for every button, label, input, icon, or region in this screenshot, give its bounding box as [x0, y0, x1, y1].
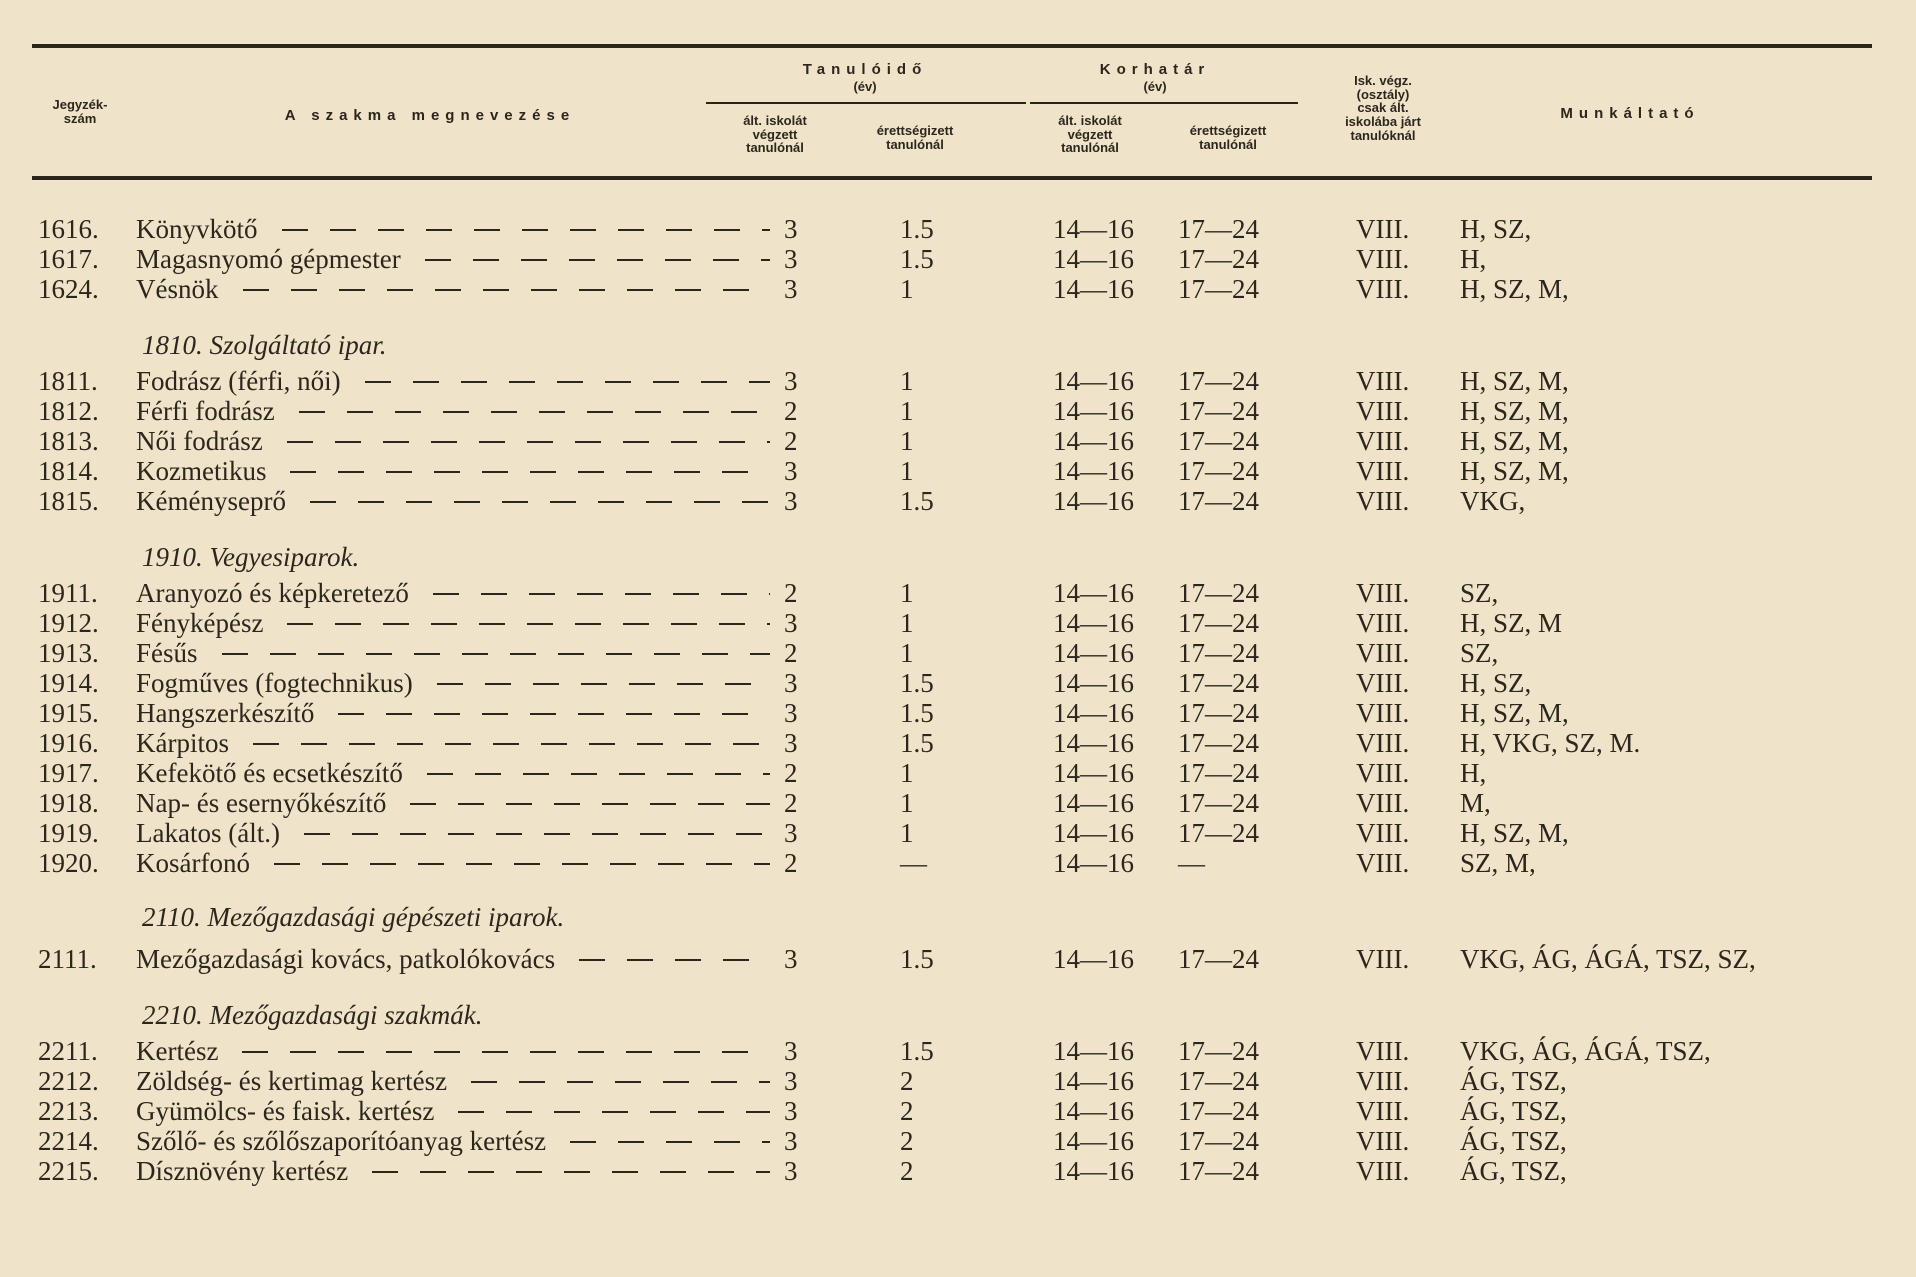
korhatar-alt: 14—16: [1053, 608, 1134, 638]
leader-dashes: [282, 229, 771, 231]
munkaltato: H,: [1460, 758, 1487, 788]
row-number: 1914.: [38, 668, 99, 698]
header-alt-iskolat-2: ált. iskolát végzett tanulónál: [1058, 113, 1122, 156]
munkaltato: ÁG, TSZ,: [1460, 1126, 1567, 1156]
table-row: [0, 818, 1916, 848]
isk-vegz: VIII.: [1356, 426, 1410, 456]
table-row: [0, 1096, 1916, 1126]
row-number: 1918.: [38, 788, 99, 818]
munkaltato: M,: [1460, 788, 1491, 818]
korhatar-erettsegi: 17—24: [1178, 788, 1259, 818]
row-name: Férfi fodrász: [136, 396, 275, 426]
isk-vegz: VIII.: [1356, 728, 1410, 758]
row-name: Fésűs: [136, 638, 198, 668]
row-number: 2215.: [38, 1156, 99, 1186]
tanuloido-erettsegi: 1: [900, 426, 914, 456]
table-row: [0, 698, 1916, 728]
header-jegyzek: Jegyzék- szám: [52, 97, 108, 126]
row-number: 1916.: [38, 728, 99, 758]
row-number: 1616.: [38, 214, 99, 244]
table-row: [0, 944, 1916, 974]
korhatar-alt: 14—16: [1053, 638, 1134, 668]
korhatar-erettsegi: 17—24: [1178, 426, 1259, 456]
korhatar-alt: 14—16: [1053, 698, 1134, 728]
tanuloido-alt: 3: [784, 1126, 798, 1156]
munkaltato: H, SZ, M,: [1460, 426, 1569, 456]
table-row: [0, 1156, 1916, 1186]
leader-dashes: [471, 1081, 770, 1083]
row-name: Kozmetikus: [136, 456, 267, 486]
row-number: 1915.: [38, 698, 99, 728]
munkaltato: ÁG, TSZ,: [1460, 1066, 1567, 1096]
korhatar-erettsegi: 17—24: [1178, 456, 1259, 486]
isk-vegz: VIII.: [1356, 698, 1410, 728]
tanuloido-alt: 3: [784, 1066, 798, 1096]
header-isk-vegz: Isk. végz. (osztály) csak ált. iskolába járt tanulóknál: [1345, 73, 1421, 143]
isk-vegz: VIII.: [1356, 456, 1410, 486]
row-name: Kertész: [136, 1036, 219, 1066]
korhatar-erettsegi: 17—24: [1178, 728, 1259, 758]
row-name: Fodrász (férfi, női): [136, 366, 341, 396]
munkaltato: VKG, ÁG, ÁGÁ, TSZ,: [1460, 1036, 1711, 1066]
row-name: Lakatos (ált.): [136, 818, 280, 848]
korhatar-erettsegi: —: [1178, 848, 1205, 878]
row-number: 2214.: [38, 1126, 99, 1156]
tanuloido-erettsegi: 1: [900, 274, 914, 304]
leader-dashes: [427, 773, 770, 775]
row-name: Dísznövény kertész: [136, 1156, 349, 1186]
munkaltato: SZ,: [1460, 578, 1499, 608]
korhatar-erettsegi: 17—24: [1178, 396, 1259, 426]
korhatar-erettsegi: 17—24: [1178, 578, 1259, 608]
row-name: Könyvkötő: [136, 214, 258, 244]
korhatar-alt: 14—16: [1053, 214, 1134, 244]
munkaltato: VKG,: [1460, 486, 1526, 516]
row-number: 2111.: [38, 944, 97, 974]
tanuloido-erettsegi: 1: [900, 608, 914, 638]
tanuloido-alt: 3: [784, 486, 798, 516]
table-row: [0, 396, 1916, 426]
korhatar-alt: 14—16: [1053, 848, 1134, 878]
munkaltato: H, SZ, M,: [1460, 274, 1569, 304]
isk-vegz: VIII.: [1356, 578, 1410, 608]
isk-vegz: VIII.: [1356, 608, 1410, 638]
tanuloido-erettsegi: 1.5: [900, 244, 934, 274]
isk-vegz: VIII.: [1356, 1156, 1410, 1186]
row-name: Aranyozó és képkeretező: [136, 578, 409, 608]
table-row: [0, 456, 1916, 486]
tanuloido-alt: 3: [784, 366, 798, 396]
leader-dashes: [287, 441, 770, 443]
korhatar-alt: 14—16: [1053, 578, 1134, 608]
row-name: Nap- és esernyőkészítő: [136, 788, 387, 818]
row-number: 1811.: [38, 366, 98, 396]
korhatar-alt: 14—16: [1053, 944, 1134, 974]
tanuloido-erettsegi: 1.5: [900, 1036, 934, 1066]
tanuloido-erettsegi: 2: [900, 1096, 914, 1126]
isk-vegz: VIII.: [1356, 486, 1410, 516]
isk-vegz: VIII.: [1356, 758, 1410, 788]
row-number: 1815.: [38, 486, 99, 516]
table-row: [0, 1066, 1916, 1096]
isk-vegz: VIII.: [1356, 244, 1410, 274]
isk-vegz: VIII.: [1356, 366, 1410, 396]
tanuloido-erettsegi: 1: [900, 396, 914, 426]
korhatar-alt: 14—16: [1053, 1126, 1134, 1156]
header-tanuloido: Tanulóidő: [802, 61, 928, 78]
row-number: 1814.: [38, 456, 99, 486]
korhatar-erettsegi: 17—24: [1178, 818, 1259, 848]
table-row: [0, 214, 1916, 244]
row-name: Kéményseprő: [136, 486, 286, 516]
korhatar-alt: 14—16: [1053, 788, 1134, 818]
table-row: [0, 1126, 1916, 1156]
isk-vegz: VIII.: [1356, 214, 1410, 244]
tanuloido-erettsegi: 1: [900, 366, 914, 396]
munkaltato: H, SZ,: [1460, 214, 1532, 244]
korhatar-erettsegi: 17—24: [1178, 1126, 1259, 1156]
tanuloido-erettsegi: 1: [900, 456, 914, 486]
isk-vegz: VIII.: [1356, 1036, 1410, 1066]
leader-dashes: [310, 501, 770, 503]
munkaltato: H, SZ, M,: [1460, 396, 1569, 426]
row-number: 1919.: [38, 818, 99, 848]
row-number: 2211.: [38, 1036, 98, 1066]
row-name: Vésnök: [136, 274, 219, 304]
korhatar-alt: 14—16: [1053, 456, 1134, 486]
table-row: [0, 788, 1916, 818]
row-number: 1813.: [38, 426, 99, 456]
korhatar-erettsegi: 17—24: [1178, 668, 1259, 698]
leader-dashes: [433, 593, 770, 595]
leader-dashes: [299, 411, 770, 413]
leader-dashes: [253, 743, 770, 745]
korhatar-erettsegi: 17—24: [1178, 698, 1259, 728]
tanuloido-erettsegi: 1: [900, 758, 914, 788]
tanuloido-alt: 3: [784, 728, 798, 758]
leader-dashes: [458, 1111, 770, 1113]
row-number: 1913.: [38, 638, 99, 668]
tanuloido-erettsegi: 2: [900, 1156, 914, 1186]
korhatar-erettsegi: 17—24: [1178, 944, 1259, 974]
header-korhatar: Korhatár: [1099, 61, 1211, 78]
leader-dashes: [222, 653, 770, 655]
korhatar-alt: 14—16: [1053, 818, 1134, 848]
korhatar-alt: 14—16: [1053, 274, 1134, 304]
korhatar-alt: 14—16: [1053, 728, 1134, 758]
munkaltato: H, SZ, M,: [1460, 366, 1569, 396]
table-row: [0, 486, 1916, 516]
isk-vegz: VIII.: [1356, 274, 1410, 304]
munkaltato: ÁG, TSZ,: [1460, 1096, 1567, 1126]
munkaltato: H, SZ, M,: [1460, 456, 1569, 486]
row-name: Kárpitos: [136, 728, 229, 758]
korhatar-erettsegi: 17—24: [1178, 244, 1259, 274]
tanuloido-erettsegi: 1.5: [900, 486, 934, 516]
korhatar-alt: 14—16: [1053, 1096, 1134, 1126]
tanuloido-alt: 2: [784, 638, 798, 668]
korhatar-alt: 14—16: [1053, 1066, 1134, 1096]
tanuloido-alt: 3: [784, 274, 798, 304]
tanuloido-alt: 3: [784, 1156, 798, 1186]
munkaltato: H, SZ, M,: [1460, 818, 1569, 848]
row-number: 1617.: [38, 244, 99, 274]
leader-dashes: [287, 623, 770, 625]
table-row: [0, 728, 1916, 758]
tanuloido-erettsegi: 1.5: [900, 728, 934, 758]
row-number: 2212.: [38, 1066, 99, 1096]
korhatar-alt: 14—16: [1053, 668, 1134, 698]
korhatar-alt: 14—16: [1053, 396, 1134, 426]
tanuloido-underline: [706, 102, 1026, 104]
korhatar-erettsegi: 17—24: [1178, 1096, 1259, 1126]
leader-dashes: [372, 1171, 770, 1173]
row-name: Hangszerkészítő: [136, 698, 315, 728]
row-number: 2213.: [38, 1096, 99, 1126]
isk-vegz: VIII.: [1356, 396, 1410, 426]
table-row: [0, 608, 1916, 638]
top-rule: [32, 44, 1872, 48]
row-name: Gyümölcs- és faisk. kertész: [136, 1096, 435, 1126]
section-heading: 2210. Mezőgazdasági szakmák.: [142, 1000, 483, 1030]
tanuloido-alt: 3: [784, 698, 798, 728]
isk-vegz: VIII.: [1356, 944, 1410, 974]
korhatar-erettsegi: 17—24: [1178, 1156, 1259, 1186]
leader-dashes: [290, 471, 770, 473]
korhatar-alt: 14—16: [1053, 486, 1134, 516]
row-number: 1912.: [38, 608, 99, 638]
tanuloido-erettsegi: 2: [900, 1066, 914, 1096]
korhatar-erettsegi: 17—24: [1178, 638, 1259, 668]
tanuloido-erettsegi: 1: [900, 578, 914, 608]
tanuloido-erettsegi: 1: [900, 638, 914, 668]
row-name: Zöldség- és kertimag kertész: [136, 1066, 448, 1096]
row-number: 1920.: [38, 848, 99, 878]
leader-dashes: [425, 259, 770, 261]
row-number: 1624.: [38, 274, 99, 304]
isk-vegz: VIII.: [1356, 1096, 1410, 1126]
row-number: 1917.: [38, 758, 99, 788]
isk-vegz: VIII.: [1356, 818, 1410, 848]
munkaltato: H, VKG, SZ, M.: [1460, 728, 1641, 758]
munkaltato: SZ,: [1460, 638, 1499, 668]
munkaltato: ÁG, TSZ,: [1460, 1156, 1567, 1186]
korhatar-erettsegi: 17—24: [1178, 274, 1259, 304]
leader-dashes: [365, 381, 770, 383]
row-name: Szőlő- és szőlőszaporítóanyag kertész: [136, 1126, 547, 1156]
table-row: [0, 758, 1916, 788]
row-number: 1812.: [38, 396, 99, 426]
munkaltato: SZ, M,: [1460, 848, 1536, 878]
leader-dashes: [579, 959, 770, 961]
tanuloido-erettsegi: 1: [900, 788, 914, 818]
tanuloido-erettsegi: 1.5: [900, 668, 934, 698]
header-erettsegizett-1: érettségizett tanulónál: [876, 123, 954, 152]
table-row: [0, 274, 1916, 304]
header-erettsegizett-2: érettségizett tanulónál: [1189, 123, 1267, 152]
table-row: [0, 668, 1916, 698]
table-row: [0, 1036, 1916, 1066]
korhatar-erettsegi: 17—24: [1178, 608, 1259, 638]
isk-vegz: VIII.: [1356, 638, 1410, 668]
leader-dashes: [242, 1051, 770, 1053]
tanuloido-erettsegi: 2: [900, 1126, 914, 1156]
leader-dashes: [274, 863, 770, 865]
leader-dashes: [410, 803, 770, 805]
korhatar-alt: 14—16: [1053, 1156, 1134, 1186]
isk-vegz: VIII.: [1356, 668, 1410, 698]
section-heading: 2110. Mezőgazdasági gépészeti iparok.: [142, 902, 565, 932]
row-name: Kefekötő és ecsetkészítő: [136, 758, 403, 788]
row-name: Fogműves (fogtechnikus): [136, 668, 413, 698]
row-number: 1911.: [38, 578, 98, 608]
tanuloido-alt: 3: [784, 668, 798, 698]
leader-dashes: [243, 289, 771, 291]
tanuloido-alt: 2: [784, 396, 798, 426]
korhatar-alt: 14—16: [1053, 1036, 1134, 1066]
tanuloido-alt: 2: [784, 578, 798, 608]
munkaltato: H, SZ,: [1460, 668, 1532, 698]
header-bottom-rule: [32, 176, 1872, 180]
row-name: Mezőgazdasági kovács, patkolókovács: [136, 944, 556, 974]
tanuloido-alt: 3: [784, 608, 798, 638]
table-row: [0, 578, 1916, 608]
header-munkaltato: Munkáltató: [1560, 105, 1700, 122]
tanuloido-erettsegi: 1.5: [900, 698, 934, 728]
korhatar-erettsegi: 17—24: [1178, 1036, 1259, 1066]
tanuloido-erettsegi: 1.5: [900, 214, 934, 244]
munkaltato: H, SZ, M: [1460, 608, 1563, 638]
korhatar-erettsegi: 17—24: [1178, 214, 1259, 244]
tanuloido-alt: 2: [784, 788, 798, 818]
table-row: [0, 366, 1916, 396]
korhatar-underline: [1030, 102, 1298, 104]
tanuloido-alt: 3: [784, 214, 798, 244]
tanuloido-alt: 2: [784, 758, 798, 788]
tanuloido-erettsegi: —: [900, 848, 927, 878]
header-szakma: A szakma megnevezése: [284, 107, 576, 124]
table-row: [0, 426, 1916, 456]
row-name: Kosárfonó: [136, 848, 250, 878]
munkaltato: H, SZ, M,: [1460, 698, 1569, 728]
korhatar-erettsegi: 17—24: [1178, 1066, 1259, 1096]
munkaltato: VKG, ÁG, ÁGÁ, TSZ, SZ,: [1460, 944, 1756, 974]
section-heading: 1910. Vegyesiparok.: [142, 542, 360, 572]
tanuloido-alt: 3: [784, 1096, 798, 1126]
leader-dashes: [304, 833, 770, 835]
header-alt-iskolat-1: ált. iskolát végzett tanulónál: [743, 113, 807, 156]
isk-vegz: VIII.: [1356, 1126, 1410, 1156]
korhatar-alt: 14—16: [1053, 244, 1134, 274]
leader-dashes: [437, 683, 770, 685]
tanuloido-alt: 3: [784, 1036, 798, 1066]
tanuloido-alt: 3: [784, 456, 798, 486]
munkaltato: H,: [1460, 244, 1487, 274]
korhatar-alt: 14—16: [1053, 426, 1134, 456]
header-tanuloido-unit: (év): [853, 79, 877, 94]
table-row: [0, 848, 1916, 878]
korhatar-alt: 14—16: [1053, 366, 1134, 396]
table-row: [0, 638, 1916, 668]
korhatar-erettsegi: 17—24: [1178, 758, 1259, 788]
row-name: Női fodrász: [136, 426, 263, 456]
isk-vegz: VIII.: [1356, 788, 1410, 818]
tanuloido-alt: 2: [784, 426, 798, 456]
tanuloido-alt: 3: [784, 244, 798, 274]
table-row: [0, 244, 1916, 274]
leader-dashes: [338, 713, 770, 715]
row-name: Magasnyomó gépmester: [136, 244, 401, 274]
korhatar-alt: 14—16: [1053, 758, 1134, 788]
korhatar-erettsegi: 17—24: [1178, 486, 1259, 516]
tanuloido-alt: 3: [784, 818, 798, 848]
isk-vegz: VIII.: [1356, 848, 1410, 878]
section-heading: 1810. Szolgáltató ipar.: [142, 330, 387, 360]
isk-vegz: VIII.: [1356, 1066, 1410, 1096]
leader-dashes: [570, 1141, 770, 1143]
row-name: Fényképész: [136, 608, 264, 638]
header-korhatar-unit: (év): [1143, 79, 1167, 94]
tanuloido-erettsegi: 1.5: [900, 944, 934, 974]
tanuloido-alt: 2: [784, 848, 798, 878]
korhatar-erettsegi: 17—24: [1178, 366, 1259, 396]
tanuloido-alt: 3: [784, 944, 798, 974]
tanuloido-erettsegi: 1: [900, 818, 914, 848]
